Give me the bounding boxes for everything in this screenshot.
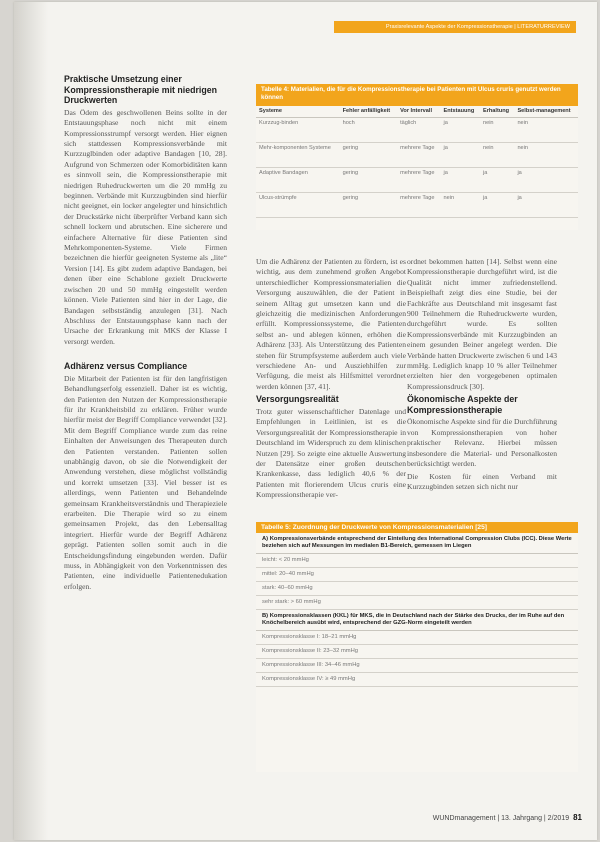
section-heading-care-reality: Versorgungsrealität (256, 394, 339, 405)
table-5-section-a: A) Kompressionsverbände entsprechend der Einteilung des International Compression Clubs (ICC). Diese Werte beziehen sich auf Messungen im medialen B1-Bereich, gemessen im Liegen (256, 533, 578, 554)
table-cell: gering (340, 168, 398, 193)
table-row (256, 193, 578, 218)
table-row (256, 143, 578, 168)
table-cell: nein (441, 193, 480, 218)
paragraph-adherence-continued: Um die Adhärenz der Patienten zu fördern, ist es wichtig, aus dem zunehmend großen Angebot unterschiedlicher Kompressionsmaterialien die Versorgung auszuwählen, die der Patient in seinem Alltag gut umsetzen kann und die gleichzeitig die medizinischen Anforderungen erfüllt. Kompressionssysteme, die Patienten selbst an- und ablegen können, erhöhen die Adhärenz [33]. Als Unterstützung des Patienten stehen für Strumpfsysteme außerdem auch viele verschiedene An- und Ausziehhilfen zur Verfügung, die meist als Hilfsmittel verordnet werden können [37, 41]. (256, 257, 406, 391)
table-cell: nein (514, 143, 578, 168)
table-cell: Adaptive Bandagen (256, 168, 340, 193)
table-5-section-b: B) Kompressionsklassen (KKL) für MKS, die in Deutschland nach der Stärke des Drucks, der im Ruhe auf den Knöchelbereich ausübt wird, entsprechend der GZG-Norm eingeteilt werden (256, 610, 578, 631)
table-cell: nein (514, 118, 578, 143)
table-cell: mehrere Tage (397, 168, 440, 193)
table-cell: ja (514, 168, 578, 193)
paragraph-economics-costs: Die Kosten für einen Verband mit Kurzzugbinden setzen sich nicht nur (407, 471, 557, 491)
table-4-header-cell: Erhaltung (480, 106, 514, 118)
table-row: Kompressionsklasse IV: ≥ 49 mmHg (256, 673, 578, 687)
table-cell: nein (480, 118, 514, 143)
table-cell: gering (340, 143, 398, 168)
table-cell: gering (340, 193, 398, 218)
table-4-header-cell: Vor Intervall (397, 106, 440, 118)
magazine-page (14, 2, 597, 840)
table-4-header-row (256, 106, 578, 118)
table-row: mittel: 20–40 mmHg (256, 568, 578, 582)
table-cell: Mehr-komponenten Systeme (256, 143, 340, 168)
paragraph-care-reality-continued: ordnet bekommen hatten [14]. Selbst wenn eine Kompressionstherapie durchgeführt wird, ist die Qualität nicht immer zufriedenstellend. Beispielhaft zeigt dies eine Studie, bei der Fachkräfte aus Deutschland mit insgesamt fast 900 Teilnehmern die Ruhedruckwerte wurden, durchgeführt wurde. Es sollten Kompressionsverbände mit Kurzzugbinden an einem gesunden Beiner angelegt werden. Die Verbände hatten Druckwerte zwischen 6 und 143 mmHg. Lediglich knapp 10 % aller Teilnehmer erzielten hier den vorgegebenen optimalen Kompressionsdruck [30]. (407, 257, 557, 391)
table-cell: täglich (397, 118, 440, 143)
paragraph-care-reality: Trotz guter wissenschaftlicher Datenlage und Empfehlungen in Leitlinien, ist es die Versorgungsrealität der Kompressionstherapie in Deutschland im Widerspruch zu dem klinischen Nutzen [29]. So zeigte eine aktuelle Auswertung der Datensätze einer großen deutschen Krankenkasse, dass lediglich 40,6 % der Patienten mit florierendem Ulcus cruris eine Kompressionstherapie ver- (256, 406, 406, 500)
table-cell: ja (441, 168, 480, 193)
table-4-header-cell: Systeme (256, 106, 340, 118)
table-cell: ja (514, 193, 578, 218)
table-row (256, 118, 578, 143)
table-4-grid (256, 106, 578, 218)
page-gutter-shadow (14, 2, 48, 840)
table-5-caption: Tabelle 5: Zuordnung der Druckwerte von Kompressionsmaterialien [25] (256, 522, 578, 533)
table-row: stark: 40–60 mmHg (256, 582, 578, 596)
table-cell: mehrere Tage (397, 193, 440, 218)
table-cell: nein (480, 143, 514, 168)
table-cell: mehrere Tage (397, 143, 440, 168)
table-4 (256, 84, 578, 230)
running-header (334, 21, 576, 33)
paragraph-practical: Das Ödem des geschwollenen Beins sollte in der Entstauungsphase noch nicht mit einem Kompressionsstrumpf versorgt werden. Hier eignen sich stattdessen Kompressionsverbände mit Kurzzuglbinden oder adaptive Bandagen [10, 28]. Aufgrund von Schmerzen oder Komorbiditäten kann es sinnvoll sein, die Kompressionstherapie mit niedrigen Ruhedruckwerten um die 20 mmHg zu beginnen. Verbände mit Kurzzugbinden sind hierfür nicht geeignet, ein locker angelegter und hinsichtlich der Druckstärke nicht überprüfter Verband kann sich schnell lockern und abrutschen. Eine sicherere und einfachere Alternative für diese Patienten sind Mehrkomponenten-Systeme. Viele Firmen bezeichnen die hierfür geeigneten Systeme als „lite“ Version [14]. Es gibt zudem adaptive Bandagen, bei denen über eine Schablone gezielt Druckwerte zwischen 20 und 50 mmHg eingestellt werden können. Viele Patienten sind hier in der Lage, die Bandagen selbstständig anzulegen [31]. Nach Abschluss der Entstauungsphase kann nach der Ursache der Erkrankung mit MKS der Klasse I versorgt werden. (64, 107, 227, 346)
table-4-header-cell: Selbst-management (514, 106, 578, 118)
journal-info: WUNDmanagement | 13. Jahrgang | 2/2019 (432, 815, 570, 822)
middle-column (256, 257, 406, 503)
table-row: Kompressionsklasse III: 34–46 mmHg (256, 659, 578, 673)
table-row: Kompressionsklasse I: 18–21 mmHg (256, 631, 578, 645)
page-footer (416, 812, 582, 824)
table-cell: ja (480, 168, 514, 193)
table-row (256, 168, 578, 193)
section-heading-adherence: Adhärenz versus Compliance (64, 361, 188, 372)
table-5 (256, 522, 578, 772)
table-row: leicht: < 20 mmHg (256, 554, 578, 568)
table-cell: ja (441, 118, 480, 143)
paragraph-economics: Ökonomische Aspekte sind für die Durchführung von Kompressionstherapien von hoher praktischer Relevanz. Hierbei müssen insbesondere die Material- und Personalkosten berücksichtigt werden. (407, 417, 557, 469)
table-cell: Ulcus-strümpfe (256, 193, 340, 218)
paragraph-adherence: Die Mitarbeit der Patienten ist für den langfristigen Behandlungserfolg essenziell. Daher ist es wichtig, den Patienten den Nutzen der Kompressionstherapie für ihr Krankheitsbild zu erklären. Früher wurde hierfür meist der Begriff Compliance verwendet [32]. Mit dem Begriff Compliance wurde zum das reine Einhalten der Anweisungen des Therapeuten durch den Patienten verstanden. Patienten sollen unabhängig davon, ob sie die Notwendigkeit der Anwendung verstehen, diese möglichst vollständig und korrekt umsetzen [33]. Viel besser ist es allerdings, wenn Patienten und Behandelnde gemeinsam Krankheitsverständnis und Therapieziele erarbeiten. Die Therapie wird so zu einem gemeinsamen Projekt, das den Lebensalltag integriert. Hierfür wurde der Begriff Adhärenz geprägt. Patienten sollen somit auch in die Entscheidungsfindung eingebunden werden. Dafür muss, in Abhängigkeit von den Vorkenntnissen des Patienten, eine individuelle Patientenedukation erfolgen. (64, 373, 227, 591)
section-heading-practical: Praktische Umsetzung einer Kompressionstherapie mit niedrigen Druckwerten (64, 74, 218, 106)
table-4-header-cell: Fehler anfälligkeit (340, 106, 398, 118)
table-row: Kompressionsklasse II: 23–32 mmHg (256, 645, 578, 659)
table-cell: ja (441, 143, 480, 168)
left-column (64, 74, 227, 594)
table-cell: Kurzzug-binden (256, 118, 340, 143)
page-number: 81 (573, 813, 582, 822)
table-4-caption: Tabelle 4: Materialien, die für die Kompressionstherapie bei Patienten mit Ulcus cruris genutzt werden können (256, 84, 578, 106)
table-cell: ja (480, 193, 514, 218)
running-header-text: Praxisrelevante Aspekte der Kompressionstherapie | LITERATURREVIEW (385, 24, 570, 30)
right-column (407, 257, 557, 494)
section-heading-economics: Ökonomische Aspekte der Kompressionstherapie (407, 394, 518, 415)
table-row: sehr stark: > 60 mmHg (256, 596, 578, 610)
table-4-header-cell: Entstauung (441, 106, 480, 118)
table-cell: hoch (340, 118, 398, 143)
